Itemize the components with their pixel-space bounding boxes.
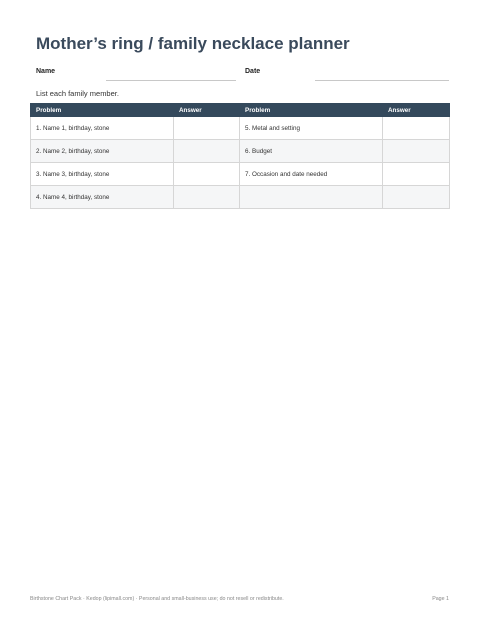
page-number: Page 1 bbox=[432, 596, 449, 602]
problem-table bbox=[30, 103, 450, 209]
answer-2-cell[interactable] bbox=[174, 140, 240, 163]
date-label: Date bbox=[245, 68, 261, 75]
answer-4-cell[interactable] bbox=[174, 186, 240, 209]
name-field[interactable] bbox=[106, 80, 236, 81]
problem-5: 5. Metal and setting bbox=[240, 117, 383, 140]
header-problem-left: Problem bbox=[31, 104, 174, 117]
problem-2: 2. Name 2, birthday, stone bbox=[31, 140, 174, 163]
table-row bbox=[31, 186, 450, 209]
header-answer-left: Answer bbox=[174, 104, 240, 117]
empty-answer-cell bbox=[383, 186, 450, 209]
problem-7: 7. Occasion and date needed bbox=[240, 163, 383, 186]
name-label: Name bbox=[36, 68, 56, 75]
page-title: Mother’s ring / family necklace planner bbox=[36, 34, 350, 53]
problem-4: 4. Name 4, birthday, stone bbox=[31, 186, 174, 209]
problem-3: 3. Name 3, birthday, stone bbox=[31, 163, 174, 186]
problem-1: 1. Name 1, birthday, stone bbox=[31, 117, 174, 140]
answer-5-cell[interactable] bbox=[383, 117, 450, 140]
answer-6-cell[interactable] bbox=[383, 140, 450, 163]
table-row bbox=[31, 140, 450, 163]
header-answer-right: Answer bbox=[383, 104, 450, 117]
instruction-text: List each family member. bbox=[36, 89, 119, 98]
answer-1-cell[interactable] bbox=[174, 117, 240, 140]
header-problem-right: Problem bbox=[240, 104, 383, 117]
date-field[interactable] bbox=[315, 80, 449, 81]
table-row bbox=[31, 163, 450, 186]
table-row bbox=[31, 117, 450, 140]
table-header-row bbox=[31, 104, 450, 117]
empty-problem-cell bbox=[240, 186, 383, 209]
answer-7-cell[interactable] bbox=[383, 163, 450, 186]
answer-3-cell[interactable] bbox=[174, 163, 240, 186]
problem-6: 6. Budget bbox=[240, 140, 383, 163]
footer-credits: Birthstone Chart Pack · Kedop (lipimall.com) · Personal and small-business use; do not resell or redistribute. bbox=[30, 596, 284, 602]
